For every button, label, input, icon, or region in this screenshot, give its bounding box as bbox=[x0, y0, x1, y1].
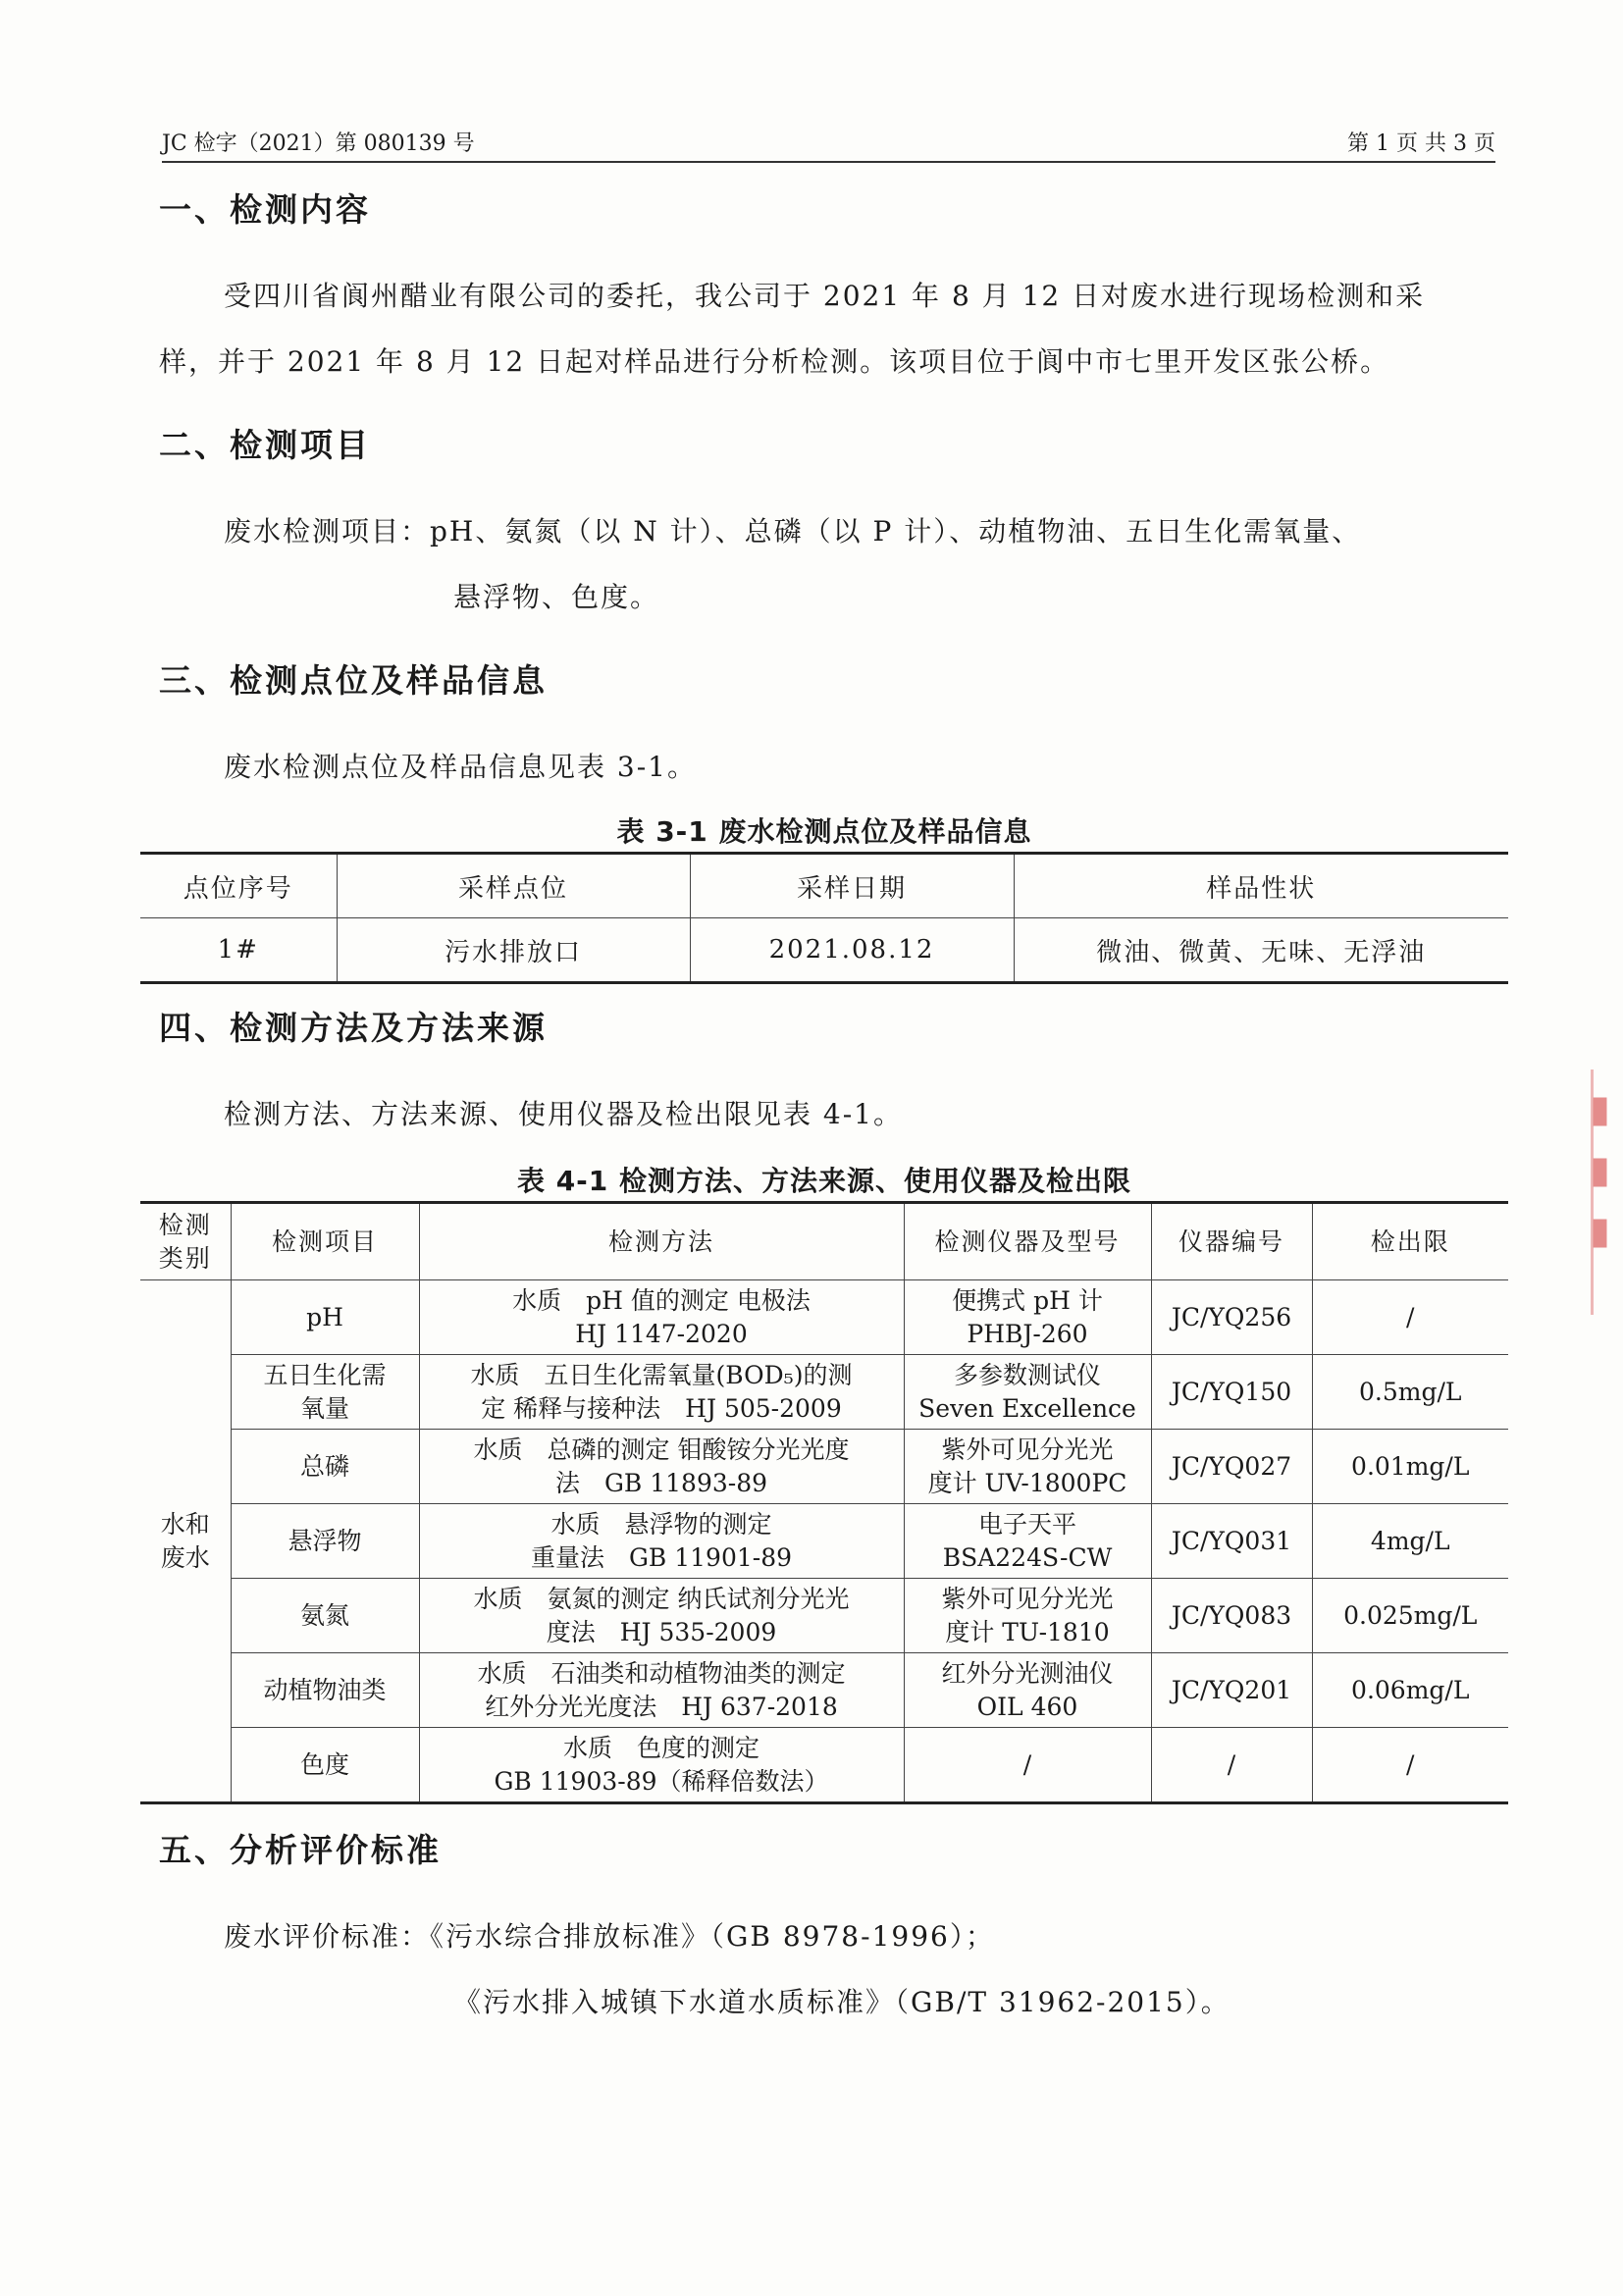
cell-limit: 0.025mg/L bbox=[1312, 1579, 1508, 1653]
cell-method-l1: 水质 五日生化需氧量(BOD₅)的测 bbox=[470, 1360, 853, 1389]
cell-instrument-no: JC/YQ201 bbox=[1151, 1653, 1312, 1728]
col-sample-point: 采样点位 bbox=[337, 854, 690, 918]
cell-instrument-l1: / bbox=[1022, 1749, 1032, 1779]
cell-item-l1: 悬浮物 bbox=[288, 1526, 362, 1555]
cell-instrument-no: JC/YQ027 bbox=[1151, 1430, 1312, 1504]
col-instrument: 检测仪器及型号 bbox=[904, 1203, 1151, 1280]
section1-body-line1: 受四川省阆州醋业有限公司的委托，我公司于 2021 年 8 月 12 日对废水进行现场检测和采 bbox=[224, 280, 1426, 312]
cell-instrument-l1: 电子天平 bbox=[977, 1509, 1076, 1539]
cell-instrument-l1: 紫外可见分光光 bbox=[941, 1584, 1114, 1613]
cell-method-l1: 水质 pH 值的测定 电极法 bbox=[512, 1285, 811, 1315]
col-category-l1: 检测 bbox=[158, 1210, 212, 1239]
table-row bbox=[140, 1653, 1508, 1728]
table-row bbox=[140, 1579, 1508, 1653]
cell-method bbox=[419, 1430, 904, 1504]
cell-item-l1: 五日生化需 bbox=[263, 1360, 387, 1389]
cell-item bbox=[231, 1579, 419, 1653]
table-header-row bbox=[140, 1203, 1508, 1280]
seal-mark: ▮ bbox=[1590, 1209, 1610, 1252]
cell-method-l2: GB 11903-89（稀释倍数法） bbox=[494, 1766, 829, 1796]
cell-instrument-l2: 度计 TU-1810 bbox=[945, 1617, 1110, 1646]
sample-info-table bbox=[140, 852, 1508, 984]
cell-instrument bbox=[904, 1355, 1151, 1430]
cell-limit: 0.06mg/L bbox=[1312, 1653, 1508, 1728]
section5-body-line1: 废水评价标准：《污水综合排放标准》（GB 8978-1996）； bbox=[224, 1920, 995, 1953]
section2-body-line1: 废水检测项目：pH、氨氮（以 N 计）、总磷（以 P 计）、动植物油、五日生化需氧量、 bbox=[224, 515, 1362, 548]
section2-title: 二、检测项目 bbox=[159, 426, 371, 464]
section4-body: 检测方法、方法来源、使用仪器及检出限见表 4-1。 bbox=[224, 1098, 903, 1130]
report-number: JC 检字（2021）第 080139 号 bbox=[162, 131, 475, 156]
page-header bbox=[162, 130, 1495, 163]
cell-instrument-l2: Seven Excellence bbox=[918, 1393, 1136, 1423]
cell-item bbox=[231, 1504, 419, 1579]
cell-instrument bbox=[904, 1504, 1151, 1579]
section5-body-line2: 《污水排入城镇下水道水质标准》（GB/T 31962-2015）。 bbox=[453, 1986, 1230, 2018]
table-header-row bbox=[140, 854, 1508, 918]
cell-item bbox=[231, 1728, 419, 1803]
cell-method-l1: 水质 石油类和动植物油类的测定 bbox=[477, 1658, 846, 1688]
cell-method bbox=[419, 1653, 904, 1728]
cell-limit: 0.5mg/L bbox=[1312, 1355, 1508, 1430]
section1-body-line2: 样，并于 2021 年 8 月 12 日起对样品进行分析检测。该项目位于阆中市七里开发区张公桥。 bbox=[159, 345, 1390, 378]
seal-mark: ▮ bbox=[1590, 1148, 1610, 1191]
table-row bbox=[140, 1430, 1508, 1504]
cell-method-l2: 度法 HJ 535-2009 bbox=[546, 1617, 777, 1646]
cell-method-l2: 重量法 GB 11901-89 bbox=[530, 1542, 793, 1572]
cell-instrument bbox=[904, 1728, 1151, 1803]
cell-instrument-no: / bbox=[1151, 1728, 1312, 1803]
cell-method-l2: 法 GB 11893-89 bbox=[554, 1468, 768, 1497]
cell-method bbox=[419, 1728, 904, 1803]
table41-caption: 表 4-1 检测方法、方法来源、使用仪器及检出限 bbox=[516, 1165, 1132, 1197]
cell-instrument bbox=[904, 1653, 1151, 1728]
cell-method bbox=[419, 1355, 904, 1430]
cell-method-l2: 定 稀释与接种法 HJ 505-2009 bbox=[481, 1393, 842, 1423]
seal-mark: ▮ bbox=[1590, 1087, 1610, 1130]
cell-instrument-l2: 度计 UV-1800PC bbox=[927, 1468, 1127, 1497]
cell-method-l1: 水质 总磷的测定 钼酸铵分光光度 bbox=[473, 1435, 850, 1464]
table-row bbox=[140, 918, 1508, 983]
cell-method-l1: 水质 悬浮物的测定 bbox=[550, 1509, 772, 1539]
method-table bbox=[140, 1201, 1508, 1804]
cell-limit: 0.01mg/L bbox=[1312, 1430, 1508, 1504]
section3-body: 废水检测点位及样品信息见表 3-1。 bbox=[224, 751, 697, 783]
cell-instrument bbox=[904, 1430, 1151, 1504]
seal-stamp-edge bbox=[1591, 1070, 1623, 1315]
cell-instrument-l1: 多参数测试仪 bbox=[953, 1360, 1101, 1389]
cell-method-l2: 红外分光光度法 HJ 637-2018 bbox=[485, 1692, 838, 1721]
cell-method-l1: 水质 色度的测定 bbox=[562, 1733, 759, 1762]
section4-title: 四、检测方法及方法来源 bbox=[159, 1009, 548, 1047]
cell-item bbox=[231, 1355, 419, 1430]
col-category-l2: 类别 bbox=[158, 1243, 212, 1273]
cell-instrument-l2: BSA224S-CW bbox=[942, 1542, 1113, 1572]
cell-item bbox=[231, 1653, 419, 1728]
cell-item-l2: 氧量 bbox=[299, 1393, 349, 1423]
col-limit: 检出限 bbox=[1312, 1203, 1508, 1280]
cell-instrument-l2: PHBJ-260 bbox=[967, 1319, 1088, 1348]
cell-sample-state: 微油、微黄、无味、无浮油 bbox=[1014, 918, 1508, 983]
section3-title: 三、检测点位及样品信息 bbox=[159, 661, 548, 700]
table-row bbox=[140, 1504, 1508, 1579]
section5-title: 五、分析评价标准 bbox=[159, 1831, 442, 1869]
cell-limit: 4mg/L bbox=[1312, 1504, 1508, 1579]
table-row bbox=[140, 1355, 1508, 1430]
cell-sample-date: 2021.08.12 bbox=[690, 918, 1014, 983]
section1-title: 一、检测内容 bbox=[159, 190, 371, 229]
cell-instrument-no: JC/YQ256 bbox=[1151, 1280, 1312, 1355]
col-instrument-no: 仪器编号 bbox=[1151, 1203, 1312, 1280]
cell-method-l1: 水质 氨氮的测定 纳氏试剂分光光 bbox=[473, 1584, 850, 1613]
cell-limit: / bbox=[1312, 1280, 1508, 1355]
cell-limit: / bbox=[1312, 1728, 1508, 1803]
cell-item-l1: 总磷 bbox=[299, 1451, 349, 1481]
col-category bbox=[140, 1203, 231, 1280]
cell-item bbox=[231, 1430, 419, 1504]
cell-instrument-l1: 红外分光测油仪 bbox=[941, 1658, 1114, 1688]
section2-body-line2: 悬浮物、色度。 bbox=[453, 581, 660, 613]
cell-category bbox=[140, 1280, 231, 1803]
cell-method bbox=[419, 1579, 904, 1653]
cell-method bbox=[419, 1504, 904, 1579]
cell-item-l1: 动植物油类 bbox=[263, 1675, 387, 1704]
table-row bbox=[140, 1280, 1508, 1355]
cell-item-l1: pH bbox=[306, 1302, 343, 1331]
cell-category-l1: 水和 bbox=[160, 1509, 210, 1539]
col-method: 检测方法 bbox=[419, 1203, 904, 1280]
cell-instrument-l2: OIL 460 bbox=[976, 1692, 1078, 1721]
cell-instrument-no: JC/YQ150 bbox=[1151, 1355, 1312, 1430]
col-sample-date: 采样日期 bbox=[690, 854, 1014, 918]
col-sample-state: 样品性状 bbox=[1014, 854, 1508, 918]
cell-method bbox=[419, 1280, 904, 1355]
table31-caption: 表 3-1 废水检测点位及样品信息 bbox=[616, 815, 1032, 848]
page-info: 第 1 页 共 3 页 bbox=[1347, 131, 1495, 156]
cell-instrument-l1: 紫外可见分光光 bbox=[941, 1435, 1114, 1464]
cell-sample-point: 污水排放口 bbox=[337, 918, 690, 983]
cell-instrument-l1: 便携式 pH 计 bbox=[952, 1285, 1103, 1315]
cell-point-no: 1# bbox=[217, 935, 259, 965]
col-item: 检测项目 bbox=[231, 1203, 419, 1280]
cell-instrument-no: JC/YQ031 bbox=[1151, 1504, 1312, 1579]
cell-method-l2: HJ 1147-2020 bbox=[575, 1319, 748, 1348]
col-point-no: 点位序号 bbox=[140, 854, 337, 918]
cell-category-l2: 废水 bbox=[160, 1542, 210, 1572]
cell-item-l1: 色度 bbox=[299, 1749, 349, 1779]
cell-instrument bbox=[904, 1579, 1151, 1653]
cell-instrument bbox=[904, 1280, 1151, 1355]
table-row bbox=[140, 1728, 1508, 1803]
cell-item-l1: 氨氮 bbox=[299, 1600, 349, 1630]
cell-instrument-no: JC/YQ083 bbox=[1151, 1579, 1312, 1653]
cell-item bbox=[231, 1280, 419, 1355]
